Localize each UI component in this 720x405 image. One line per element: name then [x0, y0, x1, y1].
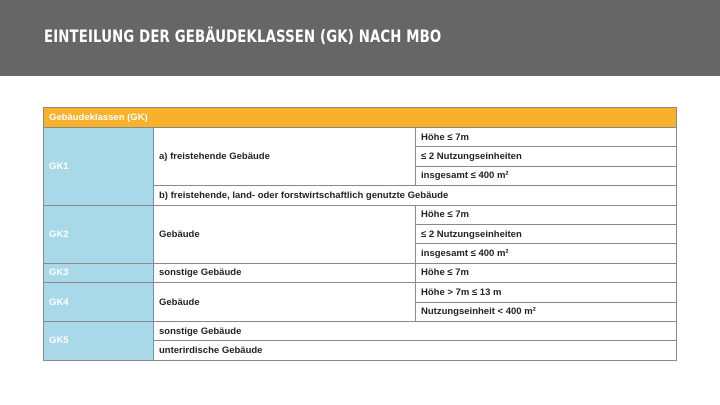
class-cell-gk4: GK4: [44, 283, 154, 322]
table-row: [44, 283, 677, 302]
gk1-desc-a: a) freistehende Gebäude: [154, 128, 416, 186]
class-cell-gk3: GK3: [44, 263, 154, 282]
class-cell-gk1: GK1: [44, 128, 154, 206]
gk1-criterion: insgesamt ≤ 400 m²: [416, 166, 677, 185]
class-cell-gk2: GK2: [44, 205, 154, 263]
gk2-criterion: Höhe ≤ 7m: [416, 205, 677, 224]
gk1-criterion: ≤ 2 Nutzungseinheiten: [416, 147, 677, 166]
table-row: [44, 263, 677, 282]
gk4-desc: Gebäude: [154, 283, 416, 322]
table-header: Gebäudeklassen (GK): [44, 108, 677, 128]
gk2-criterion: ≤ 2 Nutzungseinheiten: [416, 224, 677, 243]
class-cell-gk5: GK5: [44, 321, 154, 360]
gk1-desc-b: b) freistehende, land- oder forstwirtschaftlich genutzte Gebäude: [154, 186, 677, 205]
gk4-criterion: Nutzungseinheit < 400 m²: [416, 302, 677, 321]
gk5-row: unterirdische Gebäude: [154, 341, 677, 360]
table-header-row: [44, 108, 677, 128]
gk3-desc: sonstige Gebäude: [154, 263, 416, 282]
table-row: [44, 205, 677, 224]
gk1-criterion: Höhe ≤ 7m: [416, 128, 677, 147]
gk2-desc: Gebäude: [154, 205, 416, 263]
table-row: [44, 128, 677, 147]
gk2-criterion: insgesamt ≤ 400 m²: [416, 244, 677, 263]
page-title: EINTEILUNG DER GEBÄUDEKLASSEN (GK) NACH MBO: [44, 27, 442, 47]
gk4-criterion: Höhe > 7m ≤ 13 m: [416, 283, 677, 302]
gk5-row: sonstige Gebäude: [154, 321, 677, 340]
building-class-table: [43, 107, 677, 361]
table-row: [44, 321, 677, 340]
gk3-criterion: Höhe ≤ 7m: [416, 263, 677, 282]
